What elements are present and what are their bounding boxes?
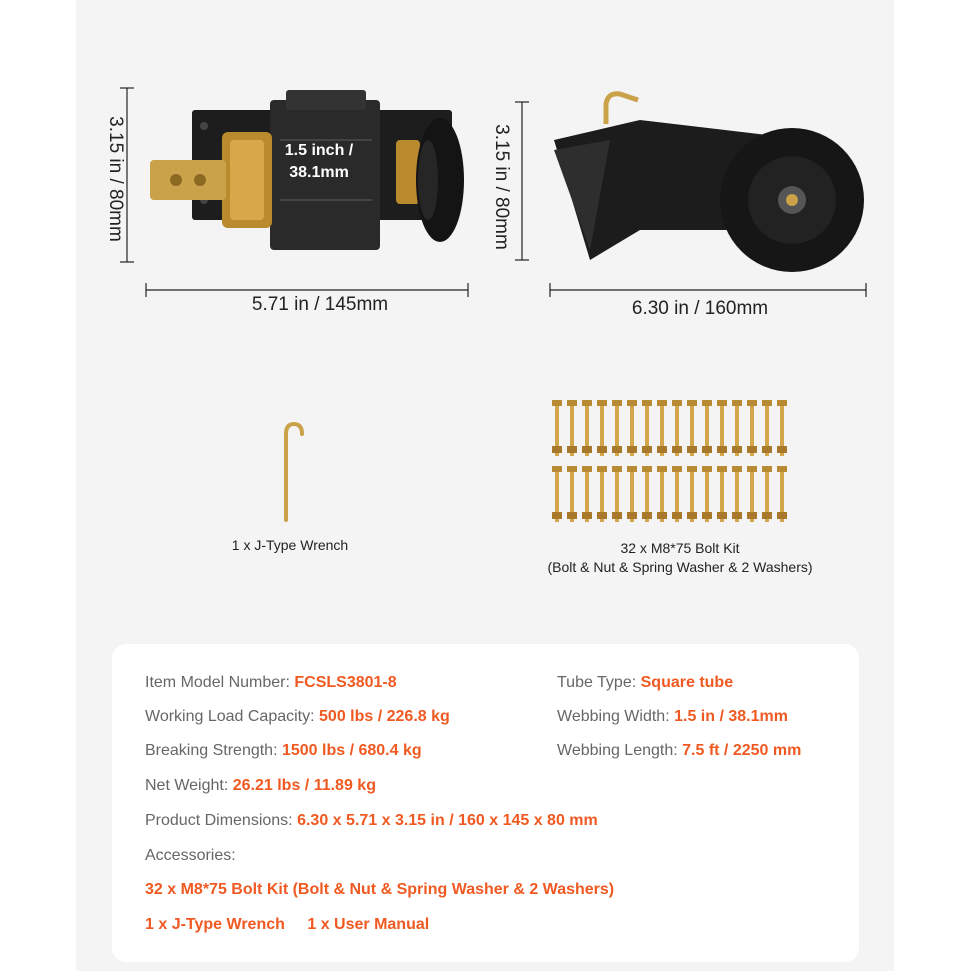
bolt-icon: [732, 466, 742, 522]
bolt-icon: [672, 400, 682, 456]
bolt-icon: [582, 400, 592, 456]
spec-tube-type: [557, 674, 733, 692]
specifications-card: [112, 644, 859, 962]
bolt-caption-line-1: 32 x M8*75 Bolt Kit: [620, 540, 740, 556]
bolt-icon: [597, 466, 607, 522]
right-height-dimension: 3.15 in / 80mm: [491, 124, 512, 250]
spec-model-number: [145, 674, 397, 692]
spec-value: Square tube: [640, 674, 734, 691]
bolt-icon: [747, 466, 757, 522]
spec-value: 1500 lbs / 680.4 kg: [281, 742, 422, 759]
callout-line-2: 38.1mm: [289, 164, 349, 181]
bolt-icon: [552, 400, 562, 456]
spec-value: 26.21 lbs / 11.89 kg: [232, 777, 376, 794]
bolt-icon: [702, 466, 712, 522]
spec-value: 1 x User Manual: [307, 916, 430, 933]
spec-label: Working Load Capacity:: [145, 708, 315, 725]
j-wrench-image: [270, 420, 320, 530]
bolt-icon: [732, 400, 742, 456]
winch-front-view: [510, 80, 890, 320]
wrench-caption: 1 x J-Type Wrench: [231, 537, 349, 553]
bolt-icon: [657, 400, 667, 456]
bolt-kit-caption: [500, 539, 860, 577]
spec-value: 1.5 in / 38.1mm: [674, 708, 788, 725]
bolt-icon: [567, 400, 577, 456]
callout-line-1: 1.5 inch /: [284, 142, 354, 159]
bolt-icon: [612, 400, 622, 456]
bolt-icon: [672, 466, 682, 522]
left-height-dimension: 3.15 in / 80mm: [105, 116, 126, 242]
spec-webbing-length: [557, 742, 801, 760]
bolt-icon: [777, 400, 787, 456]
bolt-icon: [582, 466, 592, 522]
bolt-caption-line-2: (Bolt & Nut & Spring Washer & 2 Washers): [547, 559, 813, 575]
spec-label: Webbing Length:: [557, 742, 678, 759]
bolt-icon: [762, 400, 772, 456]
spec-label: Net Weight:: [145, 777, 229, 794]
spec-value: 32 x M8*75 Bolt Kit (Bolt & Nut & Spring Washer & 2 Washers): [145, 881, 615, 898]
spec-value: 6.30 x 5.71 x 3.15 in / 160 x 145 x 80 mm: [297, 812, 598, 829]
spec-net-weight: [145, 777, 376, 795]
bolt-icon: [762, 466, 772, 522]
spec-label: Tube Type:: [557, 674, 637, 691]
winch-side-view: [110, 80, 490, 320]
spec-label: Item Model Number:: [145, 674, 290, 691]
bolt-icon: [627, 400, 637, 456]
spec-accessories-label: [145, 847, 236, 865]
spec-value: FCSLS3801-8: [294, 674, 397, 691]
spec-webbing-width: [557, 708, 788, 726]
spec-label: Product Dimensions:: [145, 812, 293, 829]
spec-accessories-line-2: [145, 916, 429, 934]
bolt-icon: [552, 466, 562, 522]
bolt-icon: [597, 400, 607, 456]
webbing-width-callout: [276, 140, 362, 184]
bolt-icon: [612, 466, 622, 522]
bolt-icon: [687, 466, 697, 522]
bolt-icon: [642, 400, 652, 456]
spec-label: Accessories:: [145, 847, 236, 864]
spec-label: Webbing Width:: [557, 708, 670, 725]
spec-accessories-line-1: [145, 881, 614, 899]
bolt-icon: [717, 466, 727, 522]
spec-value: 7.5 ft / 2250 mm: [682, 742, 802, 759]
right-width-dimension: 6.30 in / 160mm: [631, 298, 769, 319]
bolt-kit-image: [548, 398, 796, 526]
bolt-icon: [717, 400, 727, 456]
bolt-icon: [687, 400, 697, 456]
spec-label: Breaking Strength:: [145, 742, 278, 759]
spec-value: 500 lbs / 226.8 kg: [319, 708, 450, 725]
left-width-dimension: 5.71 in / 145mm: [251, 294, 389, 315]
bolt-icon: [642, 466, 652, 522]
bolt-icon: [777, 466, 787, 522]
bolt-icon: [747, 400, 757, 456]
spec-breaking-strength: [145, 742, 422, 760]
spec-product-dimensions: [145, 812, 598, 830]
bolt-icon: [702, 400, 712, 456]
bolt-icon: [627, 466, 637, 522]
bolt-icon: [657, 466, 667, 522]
spec-value: 1 x J-Type Wrench: [145, 916, 285, 933]
bolt-icon: [567, 466, 577, 522]
spec-working-load: [145, 708, 450, 726]
